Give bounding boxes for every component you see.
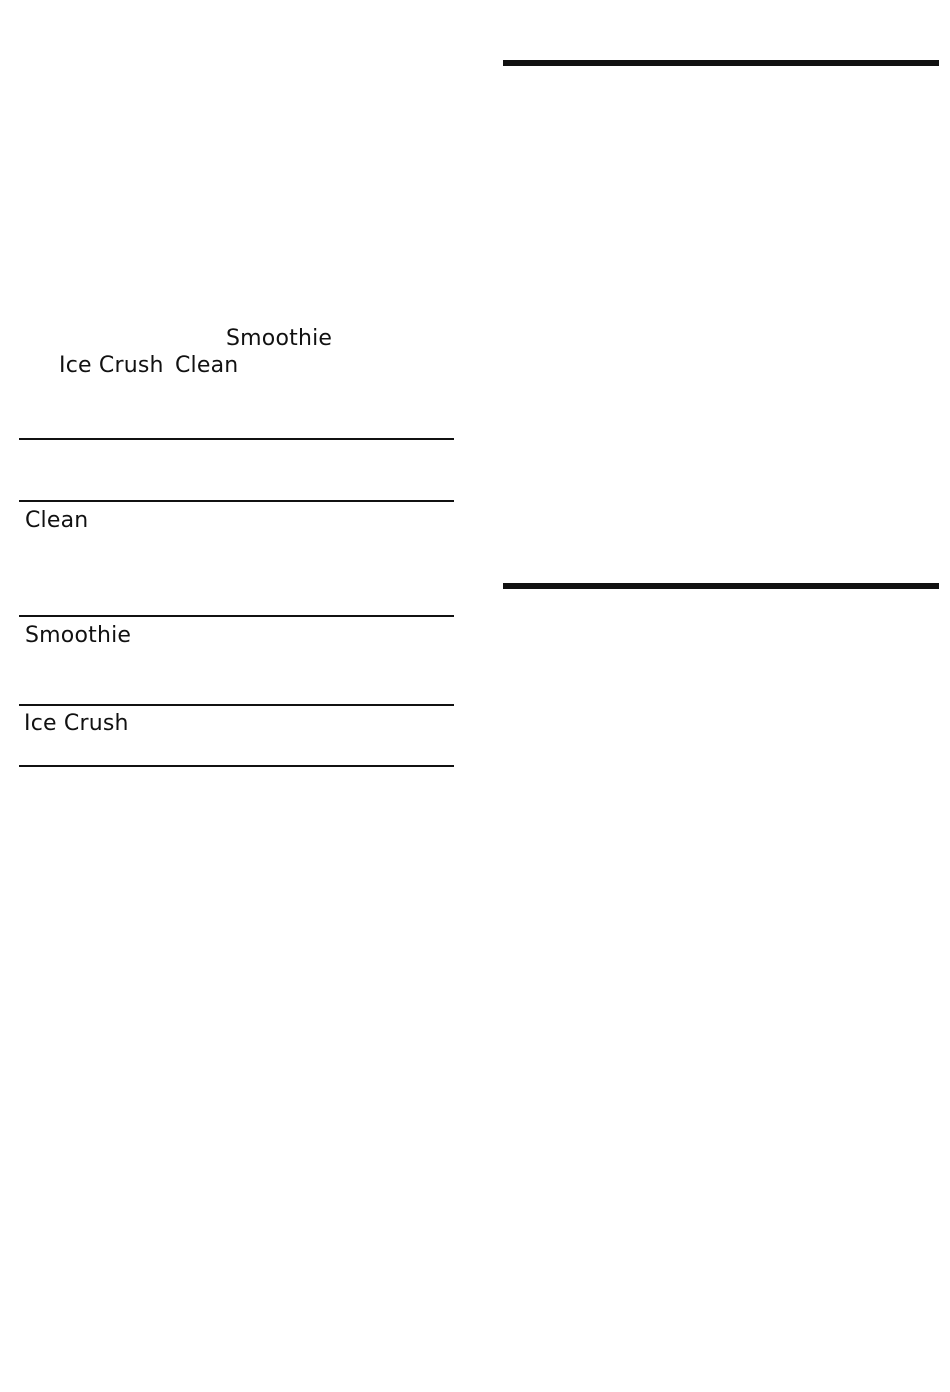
inline-label-clean: Clean xyxy=(175,353,239,378)
inline-label-smoothie: Smoothie xyxy=(226,326,333,351)
table-rule-bottom xyxy=(19,765,454,767)
table-row-label: Ice Crush xyxy=(24,711,129,736)
table-row-label: Smoothie xyxy=(25,623,132,648)
section-rule-middle xyxy=(503,583,939,589)
table-rule-top xyxy=(19,438,454,440)
section-rule-top xyxy=(503,60,939,66)
table-row-divider xyxy=(19,500,454,502)
inline-label-ice-crush: Ice Crush xyxy=(59,353,164,378)
table-row-label: Clean xyxy=(25,508,89,533)
table-row-divider xyxy=(19,615,454,617)
table-row-divider xyxy=(19,704,454,706)
